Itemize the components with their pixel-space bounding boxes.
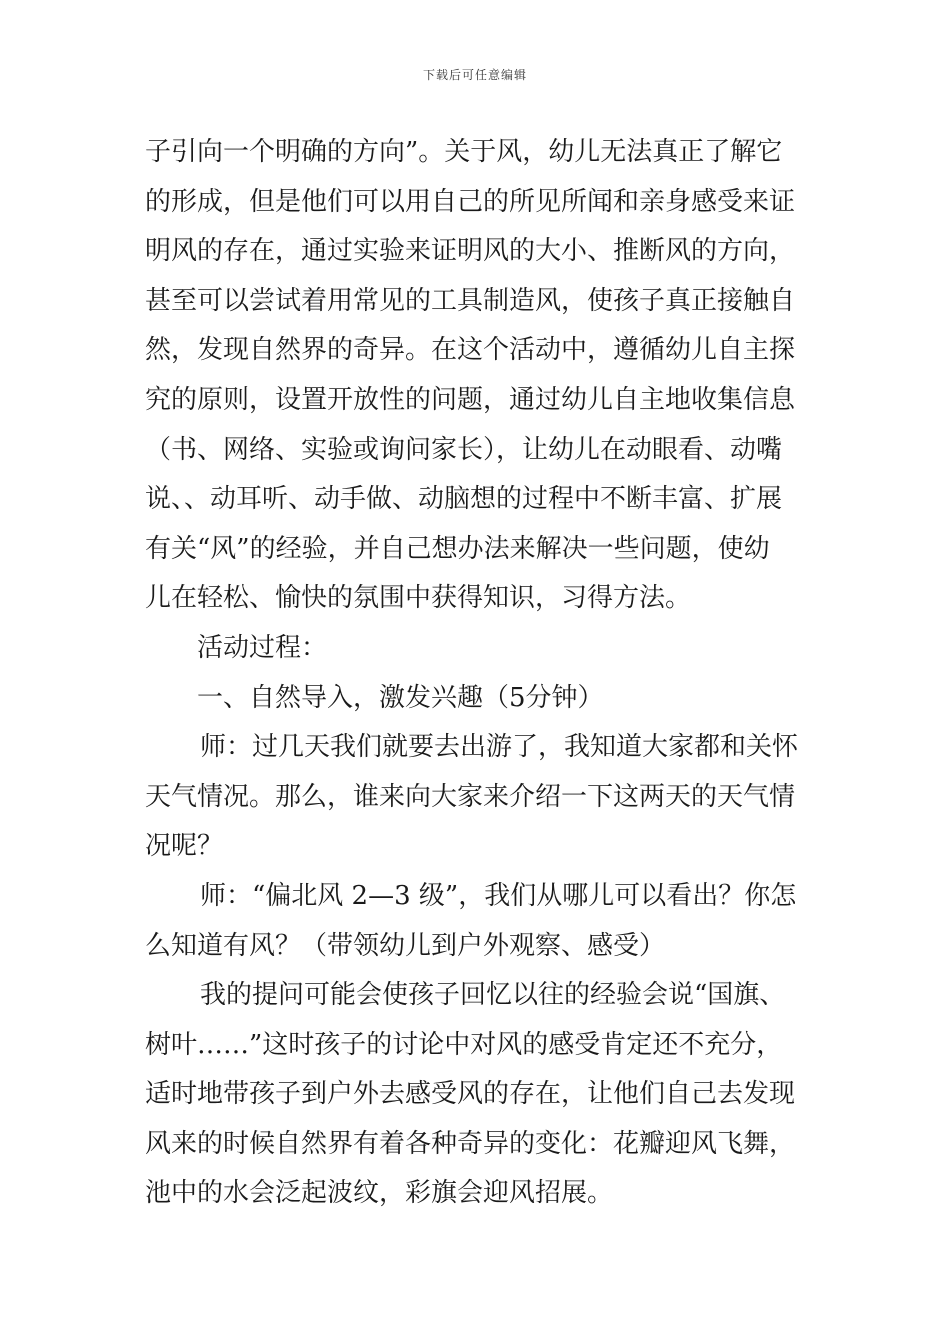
text-line-14: 天气情况。那么，谁来向大家来介绍一下这两天的天气情: [145, 781, 796, 812]
text-line-6: 究的原则，设置开放性的问题，通过幼儿自主地收集信息: [145, 384, 796, 415]
document-body: [145, 128, 810, 1219]
text-line-9: 有关“风”的经验，并自己想办法来解决一些问题，使幼: [145, 533, 770, 564]
text-line-16: 师：“偏北风 2—3 级”，我们从哪儿可以看出？你怎: [200, 880, 797, 911]
text-line-21: 风来的时候自然界有着各种奇异的变化：花瓣迎风飞舞，: [145, 1128, 796, 1159]
text-line-7: （书、网络、实验或询问家长），让幼儿在动眼看、动嘴: [145, 434, 783, 465]
text-line-19: 树叶……”这时孩子的讨论中对风的感受肯定还不充分，: [145, 1029, 783, 1060]
text-line-8: 说、、动耳听、动手做、动脑想的过程中不断丰富、扩展: [145, 484, 783, 515]
text-line-2: 的形成，但是他们可以用自己的所见所闻和亲身感受来证: [145, 186, 796, 217]
text-line-13: 师：过几天我们就要去出游了，我知道大家都和关怀: [200, 732, 799, 763]
text-line-15: 况呢？: [145, 831, 224, 862]
text-line-22: 池中的水会泛起波纹，彩旗会迎风招展。: [145, 1178, 614, 1209]
text-line-1: 子引向一个明确的方向”。关于风，幼儿无法真正了解它: [145, 137, 783, 167]
text-line-5: 然，发现自然界的奇异。在这个活动中，遵循幼儿自主探: [145, 335, 796, 366]
text-line-17: 么知道有风？（带领幼儿到户外观察、感受）: [145, 930, 666, 961]
section-heading-natural-intro: 一、自然导入，激发兴趣（5分钟）: [197, 682, 604, 713]
section-heading-activity-process: 活动过程：: [197, 632, 328, 663]
text-line-20: 适时地带孩子到户外去感受风的存在，让他们自己去发现: [145, 1079, 796, 1110]
text-line-10: 儿在轻松、愉快的氛围中获得知识，习得方法。: [145, 583, 692, 614]
text-line-18: 我的提问可能会使孩子回忆以往的经验会说“国旗、: [200, 980, 786, 1011]
page-header: 下载后可任意编辑: [422, 68, 527, 82]
text-line-4: 甚至可以尝试着用常见的工具制造风，使孩子真正接触自: [145, 285, 796, 316]
text-line-3: 明风的存在，通过实验来证明风的大小、推断风的方向，: [145, 236, 796, 267]
